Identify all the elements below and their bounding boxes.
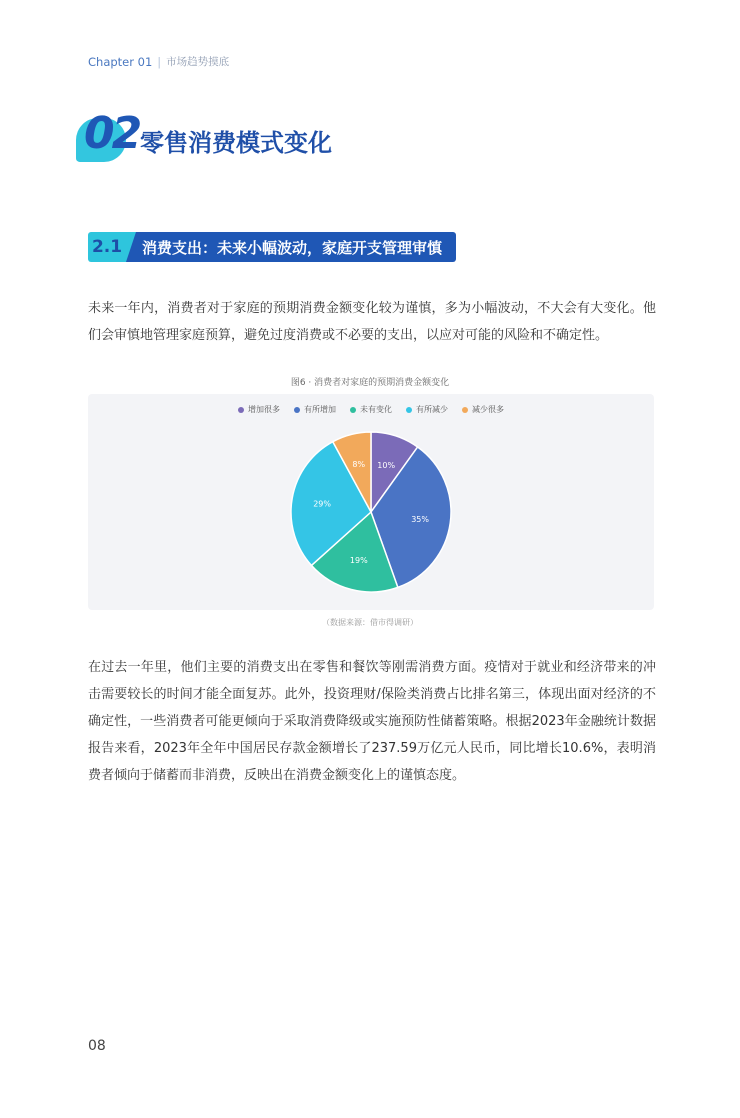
pie-chart	[88, 394, 654, 610]
chapter-badge	[76, 108, 138, 168]
legend-label: 有所增加	[304, 405, 336, 414]
section-title: 消费支出：未来小幅波动，家庭开支管理审慎	[136, 232, 456, 262]
section-label: 市场趋势摸底	[166, 56, 230, 68]
pie-slice-label: 29%	[313, 499, 332, 509]
intro-paragraph: 未来一年内，消费者对于家庭的预期消费金额变化较为谨慎，多为小幅波动，不大会有大变化。他们会审慎地管理家庭预算，避免过度消费或不必要的支出，以应对可能的风险和不确定性。	[88, 301, 656, 343]
chapter-title: 零售消费模式变化	[140, 128, 332, 157]
chapter-label: Chapter 01	[88, 54, 153, 69]
pie-slice-label: 19%	[349, 556, 368, 566]
pie-chart-panel	[88, 394, 654, 610]
pie-slice-label: 8%	[352, 459, 366, 469]
analysis-paragraph: 在过去一年里，他们主要的消费支出在零售和餐饮等刚需消费方面。疫情对于就业和经济带来的冲击需要较长的时间才能全面复苏。此外，投资理财/保险类消费占比排名第三，体现出面对经济的不确定性，一些消费者可能更倾向于采取消费降级或实施预防性储蓄策略。根据2023年金融统计数据报告来看，2023年全年中国居民存款金额增长了237.59万亿元人民币，同比增长10.6%，表明消费者倾向于储蓄而非消费，反映出在消费金额变化上的谨慎态度。	[88, 660, 656, 783]
legend-label: 减少很多	[472, 405, 504, 414]
header-separator: |	[157, 54, 162, 69]
page-number: 08	[88, 1038, 106, 1054]
section-divider-shape	[126, 232, 136, 262]
chapter-heading	[76, 108, 332, 168]
chapter-number: 02	[84, 108, 140, 159]
section-heading	[88, 232, 456, 262]
pie-slice-label: 35%	[411, 514, 430, 524]
legend-label: 增加很多	[248, 405, 280, 414]
running-header	[88, 54, 229, 69]
figure-caption: 图6 · 消费者对家庭的预期消费金额变化	[290, 378, 450, 388]
data-source-note: （数据来源：借市得调研）	[322, 618, 418, 627]
legend-label: 未有变化	[360, 405, 392, 414]
section-number: 2.1	[88, 232, 126, 262]
pie-slice-label: 10%	[377, 460, 396, 470]
legend-label: 有所减少	[416, 405, 448, 414]
